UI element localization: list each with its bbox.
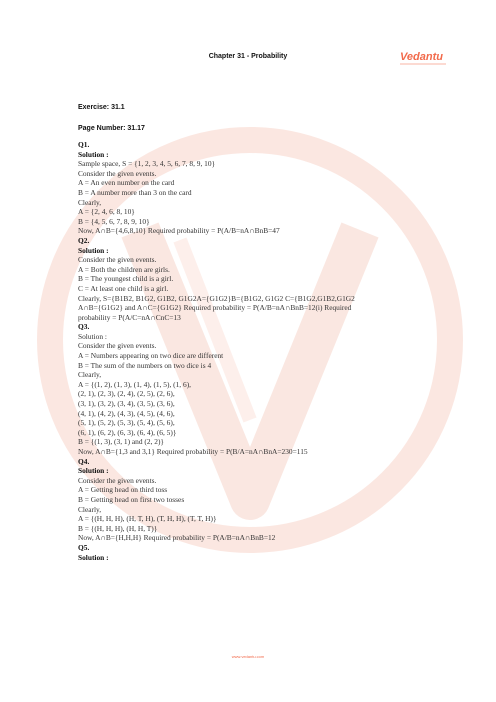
section-heading: Solution : [78, 466, 109, 476]
text-line: (4, 1), (4, 2), (4, 3), (4, 5), (4, 6), [78, 408, 175, 418]
text-line: Clearly, S={B1B2, B1G2, G1B2, G1G2A={G1G2}B={B1G2, G1G2 C={B1G2,G1B2,G1G2 [78, 293, 355, 303]
text-line: B = The sum of the numbers on two dice is 4 [78, 360, 212, 370]
section-heading: Solution : [78, 552, 109, 562]
text-line: (6, 1), (6, 2), (6, 3), (6, 4), (6, 5)} [78, 427, 177, 437]
text-line: A∩B={G1G2} and A∩C={G1G2} Required probability = P(A/B=nA∩BnB=12(i) Required [78, 303, 352, 313]
text-line: Now, A∩B={H,H,H} Required probability = P(A/B=nA∩BnB=12 [78, 533, 276, 543]
section-heading: Q5. [78, 542, 90, 552]
chapter-title: Chapter 31 - Probability [208, 53, 288, 60]
footer-url[interactable]: www.vedantu.com [231, 654, 265, 659]
text-line: A = Getting head on third toss [78, 485, 168, 495]
exercise-label: Exercise: 31.1 [78, 104, 125, 111]
logo-text: Vedantu [400, 51, 443, 63]
section-heading: Solution : [78, 149, 109, 159]
text-line: A = {(1, 2), (1, 3), (1, 4), (1, 5), (1, 6), [78, 379, 192, 389]
section-heading: Solution : [78, 245, 109, 255]
text-line: (5, 1), (5, 2), (5, 3), (5, 4), (5, 6), [78, 418, 175, 428]
text-line: B = Getting head on first two tosses [78, 494, 185, 504]
vedantu-logo [398, 46, 448, 74]
text-line: Now, A∩B={1,3 and 3,1} Required probability = P(B/A=nA∩BnA=230=115 [78, 447, 308, 456]
text-line: Consider the given events. [78, 168, 157, 178]
section-heading: Q2. [78, 235, 90, 245]
text-line: B = A number more than 3 on the card [78, 187, 192, 197]
text-line: A = {2, 4, 6, 8, 10} [78, 207, 135, 217]
text-line: Clearly, [78, 504, 102, 514]
text-line: C = At least one child is a girl. [78, 283, 169, 293]
text-line: Consider the given events. [78, 255, 157, 265]
section-heading: Q1. [78, 140, 90, 149]
text-line: A = Both the children are girls. [78, 264, 170, 274]
text-line: Solution : [78, 331, 107, 341]
text-line: Clearly, [78, 370, 102, 380]
text-line: B = {4, 5, 6, 7, 8, 9, 10} [78, 216, 150, 226]
text-line: probability = P(A/C=nA∩CnC=13 [78, 312, 181, 322]
text-line: Consider the given events. [78, 475, 157, 485]
page-number: Page Number: 31.17 [78, 125, 145, 132]
text-line: Sample space, S = {1, 2, 3, 4, 5, 6, 7, 8, 9, 10} [78, 159, 216, 169]
text-line: A = An even number on the card [78, 178, 175, 188]
text-line: (3, 1), (3, 2), (3, 4), (3, 5), (3, 6), [78, 399, 175, 409]
text-line: A = Numbers appearing on two dice are different [78, 351, 224, 361]
section-heading: Q4. [78, 456, 90, 466]
section-heading: Q3. [78, 322, 90, 332]
text-line: B = {(H, H, H), (H, H, T)} [78, 523, 158, 533]
text-line: B = {(1, 3), (3, 1) and (2, 2)} [78, 437, 164, 447]
text-line: B = The youngest child is a girl. [78, 274, 174, 284]
text-line: Consider the given events. [78, 341, 157, 351]
text-line: Now, A∩B={4,6,8,10} Required probability = P(A/B=nA∩BnB=47 [78, 226, 280, 236]
solution-content [78, 140, 418, 562]
text-line: (2, 1), (2, 3), (2, 4), (2, 5), (2, 6), [78, 389, 175, 399]
text-line: Clearly, [78, 197, 102, 207]
text-line: A = {(H, H, H), (H, T, H), (T, H, H), (T, T, H)} [78, 514, 217, 524]
